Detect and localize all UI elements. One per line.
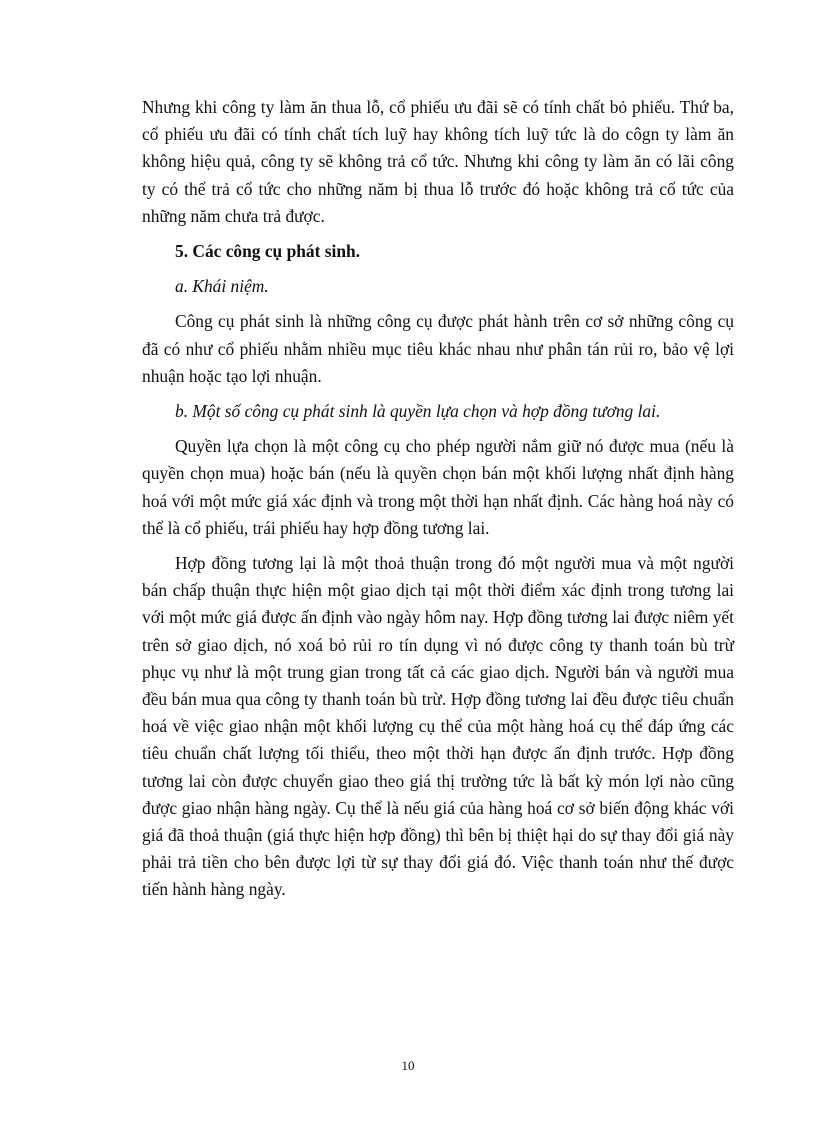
page-number: 10: [401, 1058, 415, 1073]
subheading-options-futures: b. Một số công cụ phát sinh là quyền lựa chọn và hợp đồng tương lai.: [175, 401, 661, 422]
paragraph-options: Quyền lựa chọn là một công cụ cho phép người nắm giữ nó được mua (nếu là quyền chọn mua) hoặc bán (nếu là quyền chọn bán một khối lượng nhất định hàng hoá với một mức giá xác định và trong một thời hạn nhất định. Các hàng hoá này có thể là cổ phiếu, trái phiếu hay hợp đồng tương lai.: [142, 436, 734, 538]
paragraph-preferred-stock-continued: Nhưng khi công ty làm ăn thua lỗ, cổ phiếu ưu đãi sẽ có tính chất bỏ phiếu. Thứ ba, cổ phiếu ưu đãi có tính chất tích luỹ hay không tích luỹ tức là do côgn ty làm ăn không hiệu quả, công ty sẽ không trả cổ tức. Nhưng khi công ty làm ăn có lãi công ty có thể trả cổ tức cho những năm bị thua lỗ trước đó hoặc không trả cổ tức của những năm chưa trả được.: [142, 97, 734, 226]
section-heading-derivatives: 5. Các công cụ phát sinh.: [175, 241, 361, 262]
paragraph-derivatives-definition: Công cụ phát sinh là những công cụ được phát hành trên cơ sở những công cụ đã có như cổ phiếu nhằm nhiều mục tiêu khác nhau như phân tán rủi ro, bảo vệ lợi nhuận hoặc tạo lợi nhuận.: [142, 311, 734, 386]
subheading-concept: a. Khái niệm.: [175, 276, 269, 297]
page-content: [142, 94, 734, 912]
paragraph-futures: Hợp đồng tương lại là một thoả thuận trong đó một người mua và một người bán chấp thuận thực hiện một giao dịch tại một thời điểm xác định trong tương lai với một mức giá được ấn định vào ngày hôm nay. Hợp đồng tương lai được niêm yết trên sở giao dịch, nó xoá bỏ rủi ro tín dụng vì nó được công ty thanh toán bù trừ phục vụ như là một trung gian trong tất cả các giao dịch. Người bán và người mua đều bán mua qua công ty thanh toán bù trừ. Hợp đồng tương lai đều được tiêu chuẩn hoá về việc giao nhận một khối lượng cụ thể của một hàng hoá cụ thể đáp ứng các tiêu chuẩn chất lượng tối thiểu, theo một thời hạn được ấn định trước. Hợp đồng tương lai còn được chuyển giao theo giá thị trường tức là bất kỳ món lợi nào cũng được giao nhận hàng ngày. Cụ thể là nếu giá của hàng hoá cơ sở biến động khác với giá đã thoả thuận (giá thực hiện hợp đồng) thì bên bị thiệt hại do sự thay đổi giá này phải trả tiền cho bên được lợi từ sự thay đổi giá đó. Việc thanh toán như thế được tiến hành hàng ngày.: [142, 553, 734, 900]
